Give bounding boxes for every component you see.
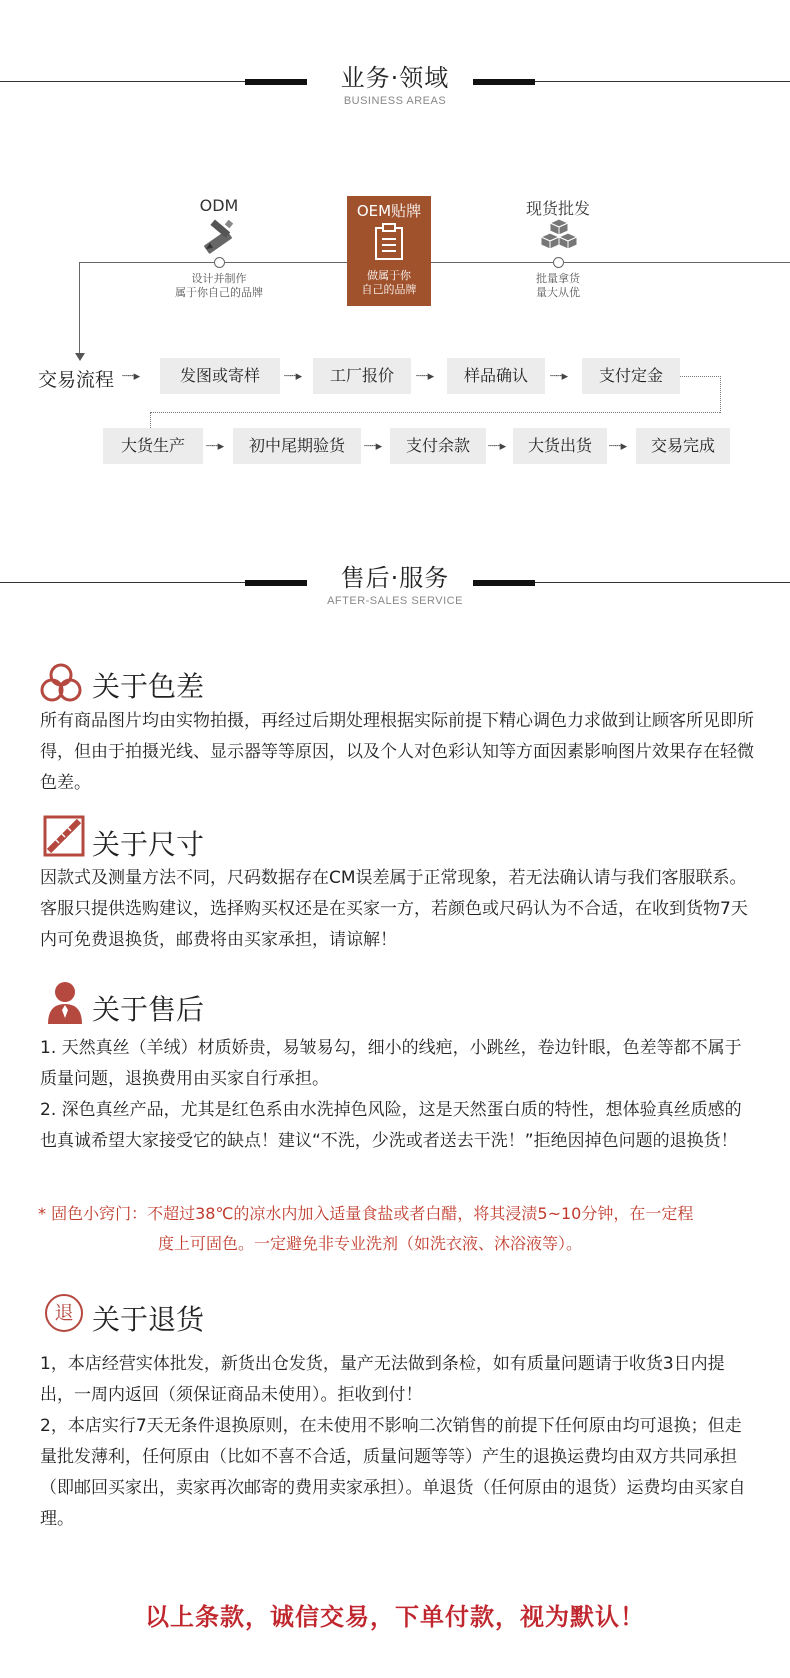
- business-subtitle: BUSINESS AREAS: [343, 95, 447, 107]
- process-arrow-6: ┈┈▸: [488, 439, 505, 454]
- service-section-text: [40, 1033, 755, 1157]
- business-title: 业务·领域: [340, 64, 450, 92]
- odm-desc-1: 设计并制作: [191, 272, 247, 285]
- clipboard-icon: [373, 223, 405, 261]
- business-down-arrow: [75, 353, 85, 361]
- process-step-4: 支付定金: [582, 358, 680, 394]
- aftersales-subtitle: AFTER-SALES SERVICE: [327, 595, 463, 607]
- service-paragraph-2: 2. 深色真丝产品，尤其是红色系由水洗掉色风险，这是天然蛋白质的特性，想体验真丝质感的也真诚希望大家接受它的缺点！建议“不洗，少洗或者送去干洗！”拒绝因掉色问题的退换货！: [40, 1100, 742, 1151]
- return-paragraph-1: 1，本店经营实体批发，新货出仓发货，量产无法做到条检，如有质量问题请于收货3日内提出，一周内返回（须保证商品未使用）。拒收到付！: [40, 1354, 725, 1405]
- process-arrow-5: ┈┈▸: [364, 439, 381, 454]
- process-step-3: 样品确认: [447, 358, 545, 394]
- oem-desc: [347, 269, 431, 297]
- wholesale-desc-2: 量大从优: [536, 286, 580, 299]
- process-step-9: 交易完成: [636, 428, 730, 464]
- service-paragraph-1: 1. 天然真丝（羊绒）材质娇贵，易皱易勾，细小的线疤，小跳丝，卷边针眼，色差等都不属于质量问题，退换费用由买家自行承担。: [40, 1038, 742, 1089]
- oem-box: [347, 196, 431, 306]
- wholesale-node: [553, 257, 564, 268]
- process-arrow-1: ┈┈▸: [284, 369, 301, 384]
- pencil-ruler-icon: [200, 219, 238, 255]
- final-slogan: 以上条款，诚信交易，下单付款，视为默认！: [145, 1603, 645, 1631]
- process-connector-right: [680, 376, 721, 413]
- service-section-title: 关于售后: [92, 993, 205, 1026]
- odm-node: [214, 257, 225, 268]
- process-arrow-7: ┈┈▸: [609, 439, 626, 454]
- ruler-pencil-icon: [43, 815, 85, 857]
- wholesale-desc-1: 批量拿货: [536, 272, 580, 285]
- oem-desc-1: 做属于你: [367, 269, 411, 282]
- return-section-title: 关于退货: [92, 1303, 205, 1336]
- cubes-icon: [541, 218, 577, 252]
- return-section-text: [40, 1349, 755, 1535]
- color-section-title: 关于色差: [92, 670, 205, 703]
- odm-desc-2: 属于你自己的品牌: [175, 286, 263, 299]
- process-step-5: 大货生产: [103, 428, 203, 464]
- odm-label: ODM: [199, 196, 239, 215]
- process-arrow-3: ┈┈▸: [550, 369, 567, 384]
- service-tip-line-1: * 固色小窍门：不超过38℃的凉水内加入适量食盐或者白醋，将其浸渍5~10分钟，在一定程: [38, 1204, 694, 1223]
- return-paragraph-2: 2，本店实行7天无条件退换原则，在未使用不影响二次销售的前提下任何原由均可退换；但走量批发薄利，任何原由（比如不喜不合适，质量问题等等）产生的退换运费均由双方共同承担（即邮回买家出，卖家再次邮寄的费用卖家承担）。单退货（任何原由的退货）运费均由买家自理。: [40, 1416, 746, 1529]
- size-section-title: 关于尺寸: [92, 828, 205, 861]
- oem-label: OEM贴牌: [356, 202, 422, 220]
- customer-service-icon: [46, 980, 84, 1024]
- color-section-text: 所有商品图片均由实物拍摄，再经过后期处理根据实际前提下精心调色力求做到让顾客所见即所得，但由于拍摄光线、显示器等等原因，以及个人对色彩认知等方面因素影响图片效果存在轻微色差。: [40, 711, 754, 793]
- return-icon: 退: [45, 1294, 83, 1332]
- process-title: 交易流程: [38, 369, 115, 391]
- process-step-2: 工厂报价: [313, 358, 411, 394]
- service-tip-line-2: 度上可固色。一定避免非专业洗剂（如洗衣液、沐浴液等）。: [158, 1234, 583, 1253]
- process-connector-bottom: [150, 412, 720, 414]
- process-arrow-0: ┈┈▸: [122, 369, 139, 384]
- process-step-8: 大货出货: [513, 428, 607, 464]
- process-arrow-2: ┈┈▸: [416, 369, 433, 384]
- oem-desc-2: 自己的品牌: [361, 283, 417, 296]
- size-section-text: 因款式及测量方法不同，尺码数据存在CM误差属于正常现象，若无法确认请与我们客服联系。客服只提供选购建议，选择购买权还是在买家一方，若颜色或尺码认为不合适，在收到货物7天内可免费退换货，邮费将由买家承担，请谅解！: [40, 868, 748, 950]
- wholesale-label: 现货批发: [525, 199, 590, 218]
- business-down-line: [79, 262, 80, 355]
- process-arrow-4: ┈┈▸: [206, 439, 223, 454]
- process-step-6: 初中尾期验货: [233, 428, 361, 464]
- process-connector-left: [150, 412, 152, 428]
- color-circles-icon: [40, 663, 82, 703]
- process-step-1: 发图或寄样: [160, 358, 280, 394]
- aftersales-title: 售后·服务: [340, 564, 450, 592]
- business-connector-line: [79, 262, 790, 263]
- process-step-7: 支付余款: [390, 428, 486, 464]
